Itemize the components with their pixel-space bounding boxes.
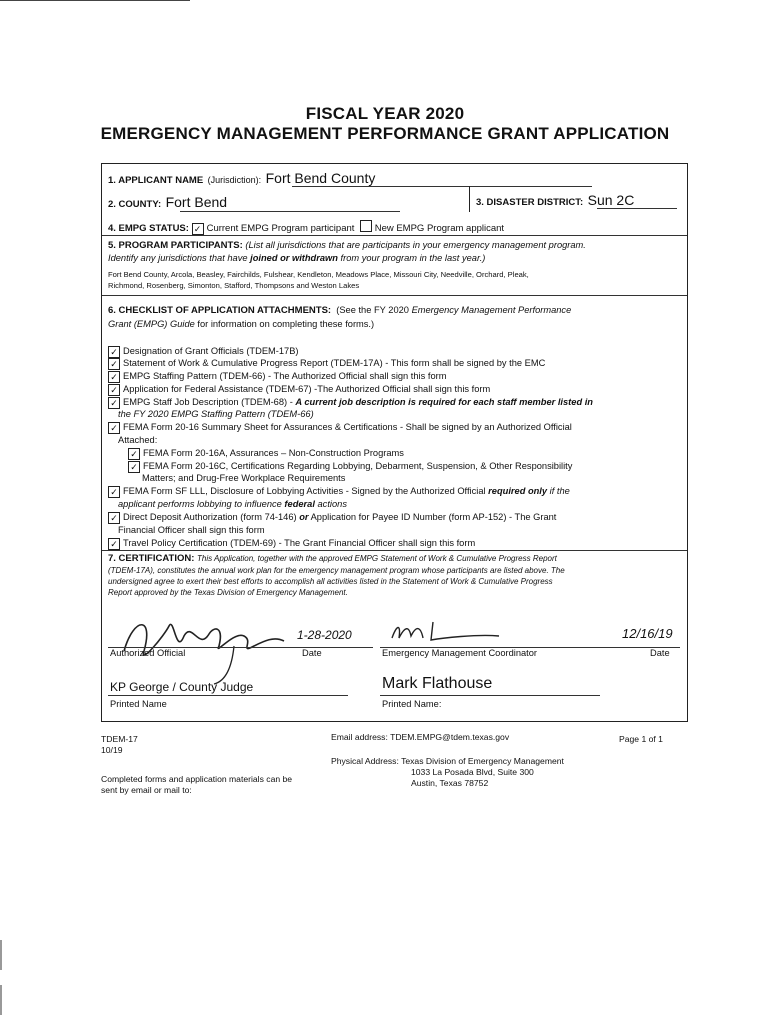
checklist-item	[108, 371, 446, 383]
submission-note-line: Completed forms and application materials can be	[101, 774, 293, 784]
program-participants-heading	[108, 240, 586, 251]
checklist-intro: (See the FY 2020	[336, 305, 409, 315]
underline	[292, 186, 592, 187]
form-id-block	[101, 734, 138, 756]
checklist-item-text: Statement of Work & Cumulative Progress Report (TDEM-17A) - This form shall be signed by the EMC	[123, 358, 546, 368]
submission-note-line: sent by email or mail to:	[101, 785, 192, 795]
county-value[interactable]: Fort Bend	[165, 194, 228, 210]
checklist-item-text: Direct Deposit Authorization (form 74-146)	[123, 512, 297, 522]
disaster-district-value[interactable]: Sun 2C	[587, 192, 635, 208]
underline	[597, 208, 677, 209]
scan-edge-mark	[0, 985, 2, 1015]
checklist-item-text: if the	[549, 486, 570, 496]
checklist-item-continuation: the FY 2020 EMPG Staffing Pattern (TDEM-66)	[118, 409, 314, 419]
document-title-line2: EMERGENCY MANAGEMENT PERFORMANCE GRANT APPLICATION	[100, 124, 670, 143]
printed-name-label: Printed Name	[110, 699, 167, 709]
program-participants-instruction-line2	[108, 253, 485, 263]
checklist-item-text: FEMA Form 20-16 Summary Sheet for Assurances & Certifications - Shall be signed by an Authorized Official	[123, 422, 572, 432]
program-participants-label: 5. PROGRAM PARTICIPANTS:	[108, 240, 243, 251]
instruction-text: Identify any jurisdictions that have	[108, 253, 248, 263]
current-participant-checkbox[interactable]: ✓	[192, 223, 204, 235]
emc-signed-date: 12/16/19	[622, 626, 673, 641]
address-line: Austin, Texas 78752	[411, 778, 489, 788]
checklist-checkbox[interactable]: ✓	[108, 422, 120, 434]
emc-signature	[387, 616, 507, 646]
applicant-name-label: 1. APPLICANT NAME	[108, 175, 204, 186]
top-scan-line	[0, 0, 190, 1]
checklist-subitem	[128, 461, 572, 473]
empg-status-row	[108, 220, 504, 235]
checklist-item-emphasis: required only	[488, 486, 548, 496]
checklist-item-continuation: Attached:	[118, 435, 158, 445]
emc-label: Emergency Management Coordinator	[382, 648, 538, 658]
checklist-item-text: Application for Payee ID Number (form AP-152) - The Grant	[310, 512, 557, 522]
underline	[180, 211, 400, 212]
physical-address-block	[331, 756, 564, 789]
county-label: 2. COUNTY:	[108, 199, 162, 210]
checklist-item-continuation: Matters; and Drug-Free Workplace Requirements	[142, 473, 346, 483]
form-id: TDEM-17	[101, 734, 138, 744]
new-applicant-label: New EMPG Program applicant	[374, 223, 505, 234]
new-applicant-checkbox[interactable]	[360, 220, 372, 232]
checklist-checkbox[interactable]: ✓	[128, 448, 140, 460]
checklist-item-text: EMPG Staff Job Description (TDEM-68) -	[123, 397, 293, 407]
participants-list-line1[interactable]: Fort Bend County, Arcola, Beasley, Fairchilds, Fulshear, Kendleton, Meadows Place, Missouri City, Needville, Orchard, Pleak,	[108, 270, 529, 279]
section-divider	[102, 235, 687, 236]
address-line: 1033 La Posada Blvd, Suite 300	[411, 767, 534, 777]
checklist-item-continuation: Financial Officer shall sign this form	[118, 525, 265, 535]
checklist-checkbox[interactable]: ✓	[108, 384, 120, 396]
checklist-item	[108, 397, 593, 409]
checklist-intro: for information on completing these forms.)	[197, 319, 375, 329]
checklist-item-emphasis: A current job description is required for each staff member listed in	[295, 397, 593, 407]
checklist-checkbox[interactable]: ✓	[108, 486, 120, 498]
current-participant-label: Current EMPG Program participant	[206, 223, 355, 234]
divider	[469, 186, 470, 212]
printed-name-label: Printed Name:	[382, 699, 442, 709]
checklist-item-text: Application for Federal Assistance (TDEM-67) -The Authorized Official shall sign this form	[123, 384, 491, 394]
emc-printed-name[interactable]: Mark Flathouse	[382, 675, 493, 692]
guide-title: Grant (EMPG) Guide	[108, 319, 195, 329]
application-form	[101, 163, 688, 722]
checklist-checkbox[interactable]: ✓	[108, 346, 120, 358]
checklist-item-text: FEMA Form 20-16A, Assurances – Non-Construction Programs	[143, 448, 404, 458]
checklist-item	[108, 358, 545, 370]
checklist-label: 6. CHECKLIST OF APPLICATION ATTACHMENTS:	[108, 305, 332, 316]
checklist-item	[108, 486, 570, 498]
checklist-checkbox[interactable]: ✓	[128, 461, 140, 473]
physical-address-label: Physical Address:	[331, 756, 399, 766]
section-divider	[102, 550, 687, 551]
checklist-checkbox[interactable]: ✓	[108, 371, 120, 383]
certification-text: undersigned agree to exert their best efforts to accomplish all activities listed in the Statement of Work & Cumulative Progress	[108, 577, 553, 586]
checklist-item-text: Designation of Grant Officials (TDEM-17B)	[123, 346, 299, 356]
guide-title: Emergency Management Performance	[411, 305, 572, 315]
applicant-name-sublabel: (Jurisdiction):	[207, 175, 262, 185]
email-line	[331, 732, 509, 743]
checklist-item	[108, 538, 475, 550]
form-revision: 10/19	[101, 745, 123, 755]
instruction-emphasis: joined or withdrawn	[250, 253, 338, 263]
checklist-item-emphasis: or	[299, 512, 309, 522]
checklist-subitem	[128, 448, 404, 460]
submission-note	[101, 774, 292, 796]
address-line: Texas Division of Emergency Management	[401, 756, 564, 766]
checklist-item-continuation	[118, 499, 347, 509]
authorized-official-label: Authorized Official	[110, 648, 186, 658]
certification-text: (TDEM-17A), constitutes the annual work plan for the emergency management program whose participants are listed above. The	[108, 566, 565, 575]
instruction-text: from your program in the last year.)	[340, 253, 486, 263]
authorized-official-signature	[114, 596, 304, 686]
checklist-item-text: actions	[317, 499, 347, 509]
checklist-item	[108, 512, 556, 524]
county-row	[108, 194, 227, 212]
checklist-item	[108, 422, 572, 434]
checklist-intro-line2	[108, 319, 374, 329]
checklist-checkbox[interactable]: ✓	[108, 397, 120, 409]
authorized-signed-date: 1-28-2020	[297, 628, 352, 642]
emc-date-label: Date	[650, 648, 670, 658]
underline	[380, 695, 600, 696]
checklist-item-text: EMPG Staffing Pattern (TDEM-66) - The Authorized Official shall sign this form	[123, 371, 447, 381]
checklist-checkbox[interactable]: ✓	[108, 358, 120, 370]
empg-status-label: 4. EMPG STATUS:	[108, 223, 189, 234]
checklist-checkbox[interactable]: ✓	[108, 512, 120, 524]
checklist-item-emphasis: federal	[284, 499, 315, 509]
participants-list-line2[interactable]: Richmond, Rosenberg, Simonton, Stafford, Thompsons and Weston Lakes	[108, 281, 360, 290]
program-participants-instruction: (List all jurisdictions that are participants in your emergency management program.	[245, 240, 586, 250]
scan-edge-mark	[0, 940, 2, 970]
official-printed-name[interactable]: KP George / County Judge	[110, 680, 254, 694]
checklist-item-text: FEMA Form SF LLL, Disclosure of Lobbying Activities - Signed by the Authorized Official	[123, 486, 486, 496]
document-title-line1: FISCAL YEAR 2020	[305, 104, 465, 123]
underline	[108, 695, 348, 696]
checklist-checkbox[interactable]: ✓	[108, 538, 120, 550]
page-number: Page 1 of 1	[619, 734, 663, 744]
checklist-heading	[108, 305, 571, 316]
checklist-item-text: applicant performs lobbying to influence	[118, 499, 282, 509]
checklist-item	[108, 384, 490, 396]
certification-label: 7. CERTIFICATION:	[108, 553, 195, 564]
applicant-name-value[interactable]: Fort Bend County	[265, 170, 376, 186]
certification-text: Report approved by the Texas Division of Emergency Management.	[108, 588, 348, 597]
certification-text: This Application, together with the approved EMPG Statement of Work & Cumulative Progress Report	[196, 554, 557, 563]
checklist-item	[108, 346, 299, 358]
certification-heading	[108, 553, 557, 564]
checklist-item-text: FEMA Form 20-16C, Certifications Regarding Lobbying, Debarment, Suspension, & Other Responsibility	[143, 461, 573, 471]
disaster-district-label: 3. DISASTER DISTRICT:	[476, 197, 584, 208]
email-label: Email address:	[331, 732, 388, 742]
checklist-item-text: Travel Policy Certification (TDEM-69) - The Grant Financial Officer shall sign this form	[123, 538, 476, 548]
email-link[interactable]: TDEM.EMPG@tdem.texas.gov	[390, 732, 510, 742]
date-label: Date	[302, 648, 322, 658]
section-divider	[102, 295, 687, 296]
